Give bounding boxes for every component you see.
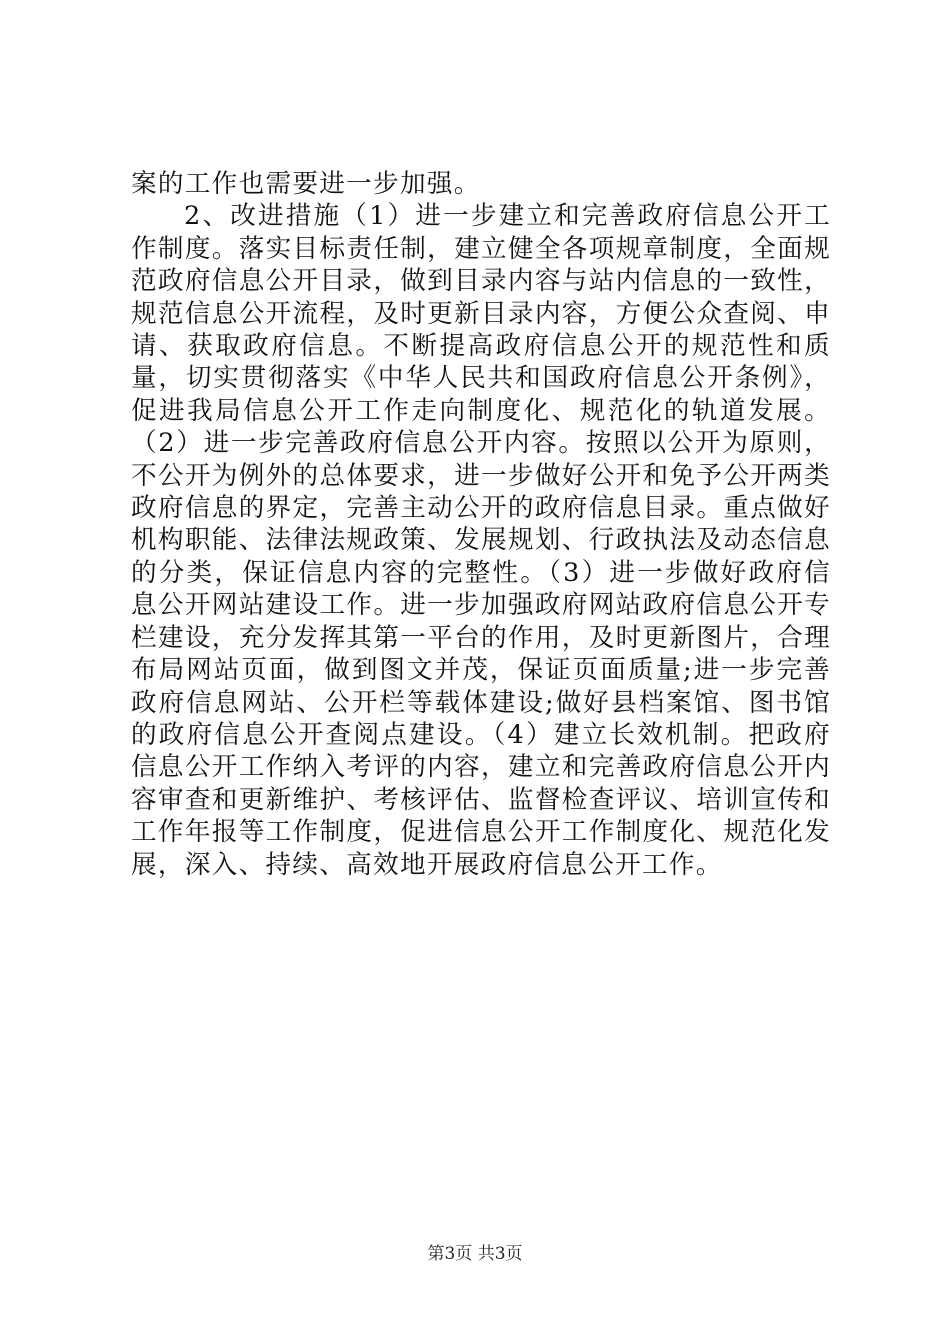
paragraph-continuation: 案的工作也需要进一步加强。	[131, 169, 481, 199]
paragraph-improvement-measures: 2、改进措施（1）进一步建立和完善政府信息公开工作制度。落实目标责任制，建立健全各项规章制度，全面规范政府信息公开目录，做到目录内容与站内信息的一致性，规范信息公开流程，及时更新目录内容，方便公众查阅、申请、获取政府信息。不断提高政府信息公开的规范性和质量，切实贯彻落实《中华人民共和国政府信息公开条例》，促进我局信息公开工作走向制度化、规范化的轨道发展。（2）进一步完善政府信息公开内容。按照以公开为原则，不公开为例外的总体要求，进一步做好公开和免予公开两类政府信息的界定，完善主动公开的政府信息目录。重点做好机构职能、法律法规政策、发展规划、行政执法及动态信息的分类，保证信息内容的完整性。（3）进一步做好政府信息公开网站建设工作。进一步加强政府网站政府信息公开专栏建设，充分发挥其第一平台的作用，及时更新图片，合理布局网站页面，做到图文并茂，保证页面质量;进一步完善政府信息网站、公开栏等载体建设;做好县档案馆、图书馆的政府信息公开查阅点建设。（4）建立长效机制。把政府信息公开工作纳入考评的内容，建立和完善政府信息公开内容审查和更新维护、考核评估、监督检查评议、培训宣传和工作年报等工作制度，促进信息公开工作制度化、规范化发展，深入、持续、高效地开展政府信息公开工作。	[131, 201, 831, 880]
document-body	[131, 168, 831, 881]
page-number-footer: 第3页 共3页	[427, 1244, 523, 1264]
